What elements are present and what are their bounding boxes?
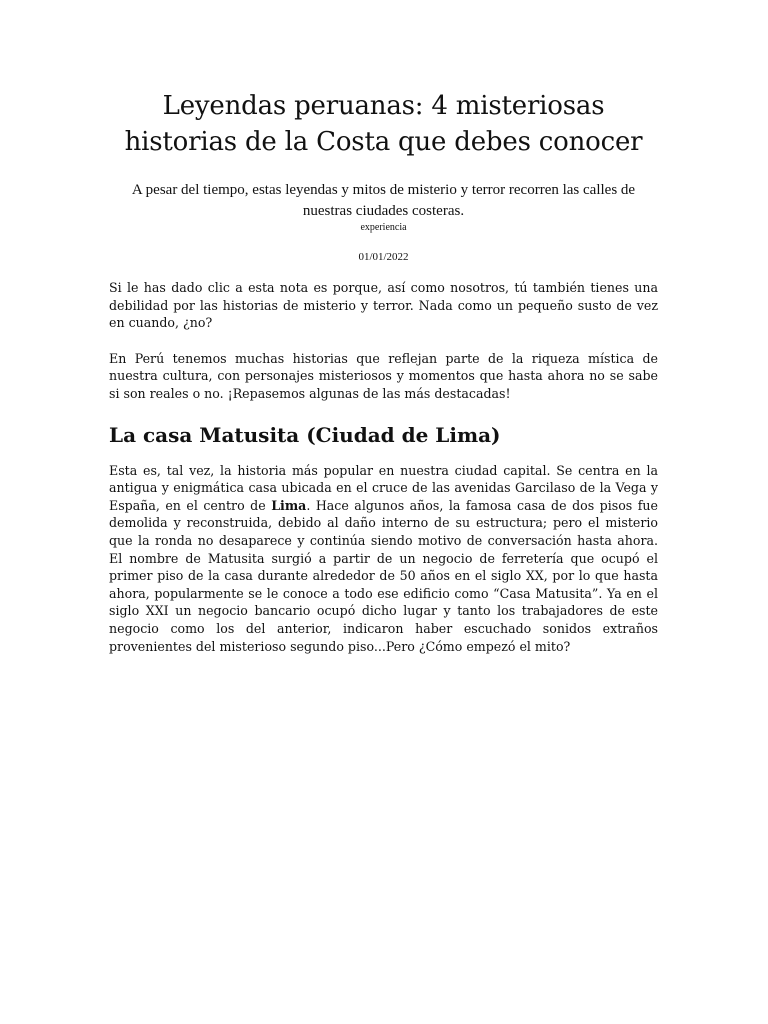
article-category: experiencia xyxy=(360,222,407,233)
bold-city-name: Lima xyxy=(271,497,307,513)
section-paragraph-casa-matusita xyxy=(109,462,658,656)
document-page xyxy=(109,0,658,655)
intro-paragraph-1: Si le has dado clic a esta nota es porque, así como nosotros, tú también tienes una debilidad por las historias de misterio y terror. Nada como un pequeño susto de vez en cuando, ¿no? xyxy=(109,280,658,331)
intro-paragraph-2: En Perú tenemos muchas historias que reflejan parte de la riqueza mística de nuestra cultura, con personajes misteriosos y momentos que hasta ahora no se sabe si son reales o no. ¡Repasemos algunas de las más destacadas! xyxy=(109,350,658,401)
paragraph-text-before-bold: Esta es, tal vez, la historia más popular en nuestra ciudad capital. Se centra en la antigua y enigmática casa ubicada en el cruce de las avenidas Garcilaso de la Vega y España, en el centro de xyxy=(109,462,658,513)
article-date: 01/01/2022 xyxy=(358,251,409,263)
article-subtitle: A pesar del tiempo, estas leyendas y mitos de misterio y terror recorren las calles de nuestras ciudades costeras. xyxy=(131,182,636,219)
paragraph-text-after-bold: . Hace algunos años, la famosa casa de dos pisos fue demolida y reconstruida, debido al daño interno de su estructura; pero el misterio que la ronda no desaparece y continúa siendo motivo de conversación hasta ahora. El nombre de Matusita surgió a partir de un negocio de ferretería que ocupó el primer piso de la casa durante alrededor de 50 años en el siglo XX, por lo que hasta ahora, popularmente se le conoce a todo ese edificio como “Casa Matusita”. Ya en el siglo XXI un negocio bancario ocupó dicho lugar y tanto los trabajadores de este negocio como los del anterior, indicaron haber escuchado sonidos extraños provenientes del misterioso segundo piso...Pero ¿Cómo empezó el mito? xyxy=(109,497,658,654)
section-heading-casa-matusita: La casa Matusita (Ciudad de Lima) xyxy=(109,422,501,447)
article-title: Leyendas peruanas: 4 misteriosas historias de la Costa que debes conocer xyxy=(124,91,643,157)
